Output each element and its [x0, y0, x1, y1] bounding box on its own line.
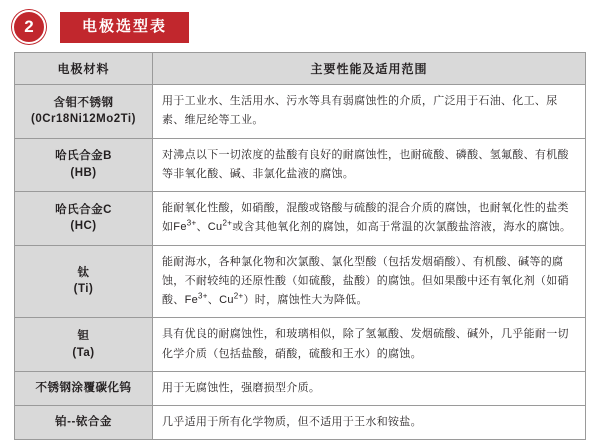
- cell-description: 用于无腐蚀性，强磨损型介质。: [153, 371, 586, 405]
- table-row: [15, 406, 586, 440]
- cell-material: [15, 138, 153, 192]
- material-line: 钽: [77, 329, 90, 342]
- table-body: [15, 85, 586, 440]
- material-line: 含钼不锈钢: [53, 96, 114, 109]
- cell-material: [15, 245, 153, 318]
- desc-part: 能耐氧化性酸，如硝酸，混酸或铬酸与硫酸的混合介质的腐蚀，也耐氧化性的盐类如Fe: [162, 202, 569, 234]
- material-line: (Ti): [73, 283, 94, 296]
- table-row: [15, 85, 586, 139]
- desc-part: 、Cu: [196, 221, 223, 234]
- desc-sup: 2+: [222, 218, 233, 228]
- desc-part: ）时，腐蚀性大为降低。: [243, 294, 368, 306]
- material-line: 哈氏合金C: [55, 203, 112, 216]
- page-header: [0, 0, 600, 42]
- cell-description: 具有优良的耐腐蚀性，和玻璃相似，除了氢氟酸、发烟硫酸、碱外，几乎能耐一切化学介质（包括盐酸，硝酸，硫酸和王水）的腐蚀。: [153, 318, 586, 372]
- cell-material: [15, 406, 153, 440]
- desc-sup: 3+: [186, 218, 197, 228]
- material-line: 哈氏合金B: [55, 150, 112, 163]
- cell-material: [15, 192, 153, 246]
- cell-material: [15, 318, 153, 372]
- cell-description: 对沸点以下一切浓度的盐酸有良好的耐腐蚀性，也耐硫酸、磷酸、氢氟酸、有机酸等非氧化酸、碱、非氯化盐液的腐蚀。: [153, 138, 586, 192]
- desc-part: 能耐海水，各种氯化物和次氯酸、氯化型酸（包括发烟硝酸）、有机酸、碱等的腐蚀，不耐较纯的还原性酸（如硫酸，盐酸）的腐蚀。但如果酸中还有氧化剂（如硝酸、Fe: [162, 255, 569, 306]
- electrode-selection-table-wrap: [14, 52, 586, 440]
- cell-material: [15, 371, 153, 405]
- material-line: (0Cr18Ni12Mo2Ti): [31, 113, 136, 126]
- page-title: 电极选型表: [60, 12, 189, 43]
- material-line: 不锈钢涂覆碳化钨: [35, 382, 132, 395]
- column-header-material: 电极材料: [15, 53, 153, 85]
- desc-sup: 2+: [233, 291, 244, 301]
- cell-description: [153, 245, 586, 318]
- material-line: (Ta): [72, 346, 95, 359]
- column-header-performance: 主要性能及适用范围: [153, 53, 586, 85]
- desc-sup: 3+: [198, 291, 208, 301]
- cell-description: [153, 192, 586, 246]
- table-row: [15, 138, 586, 192]
- table-row: [15, 245, 586, 318]
- cell-description: 用于工业水、生活用水、污水等具有弱腐蚀性的介质，广泛用于石油、化工、尿素、维尼纶等工业。: [153, 85, 586, 139]
- material-line: 铂--铱合金: [55, 416, 112, 429]
- table-row: [15, 318, 586, 372]
- section-number-badge: 2: [12, 10, 46, 44]
- material-line: (HC): [70, 220, 97, 233]
- table-header-row: [15, 53, 586, 85]
- electrode-selection-table: [14, 52, 586, 440]
- table-row: [15, 192, 586, 246]
- material-line: 钛: [77, 266, 90, 279]
- cell-material: [15, 85, 153, 139]
- cell-description: 几乎适用于所有化学物质，但不适用于王水和铵盐。: [153, 406, 586, 440]
- desc-part: 或含其他氧化剂的腐蚀，如高于常温的次氯酸盐溶液，海水的腐蚀。: [232, 221, 572, 234]
- desc-part: 、Cu: [207, 294, 234, 306]
- table-row: [15, 371, 586, 405]
- material-line: (HB): [70, 166, 97, 179]
- table-header: [15, 53, 586, 85]
